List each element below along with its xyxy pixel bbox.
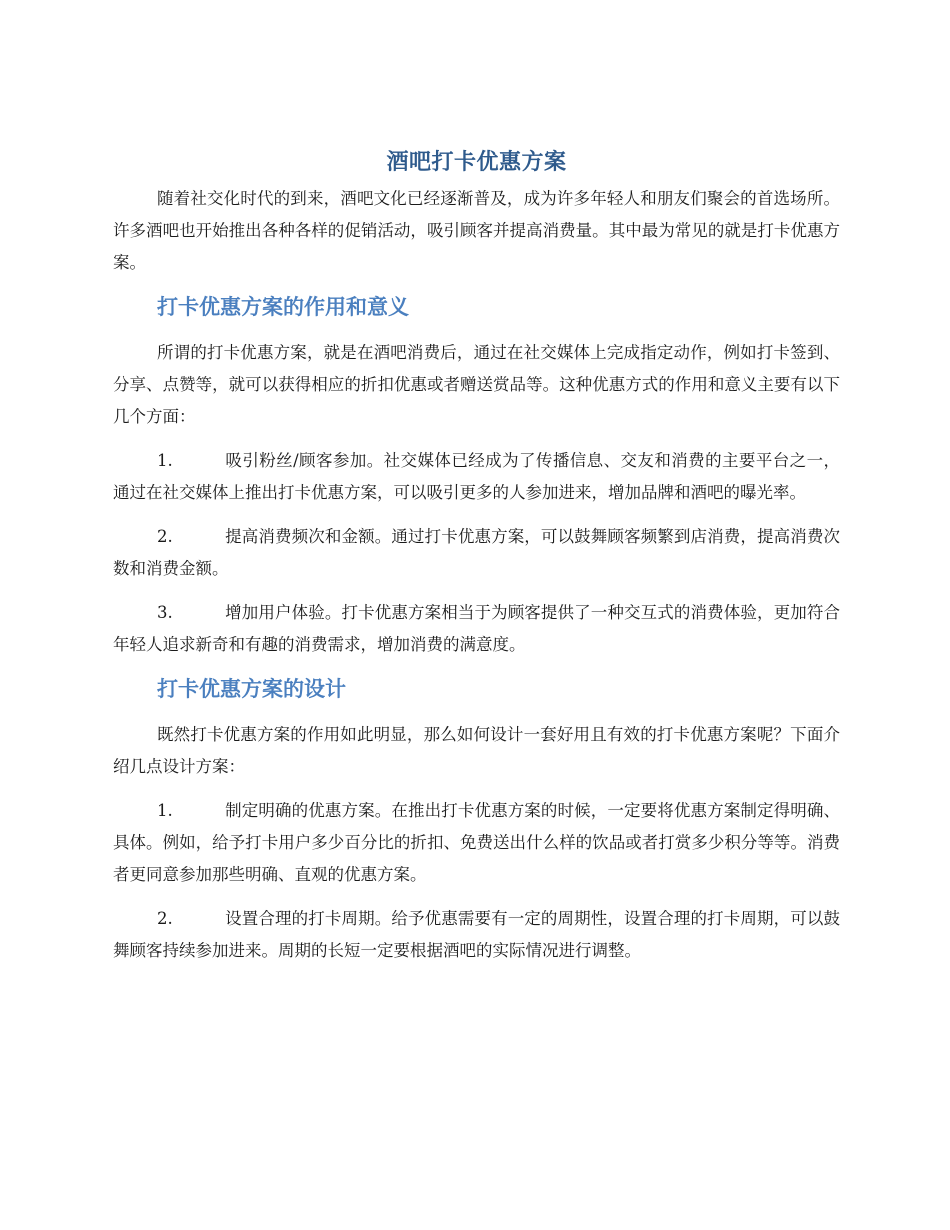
list-item-text: 制定明确的优惠方案。在推出打卡优惠方案的时候，一定要将优惠方案制定得明确、具体。例如，给予打卡用户多少百分比的折扣、免费送出什么样的饮品或者打赏多少积分等等。消费者更同意参加那些明确、直观的优惠方案。 xyxy=(113,801,840,884)
section-heading-purpose: 打卡优惠方案的作用和意义 xyxy=(157,295,409,319)
list-item-number: 2. xyxy=(157,909,173,928)
list-item-text: 提高消费频次和金额。通过打卡优惠方案，可以鼓舞顾客频繁到店消费，提高消费次数和消费金额。 xyxy=(113,527,840,578)
document-body xyxy=(113,143,840,967)
list-item-number: 2. xyxy=(157,527,173,546)
list-item xyxy=(113,445,840,509)
section-paragraph-purpose: 所谓的打卡优惠方案，就是在酒吧消费后，通过在社交媒体上完成指定动作，例如打卡签到、分享、点赞等，就可以获得相应的折扣优惠或者赠送赏品等。这种优惠方式的作用和意义主要有以下几个方面： xyxy=(113,343,840,426)
list-item xyxy=(113,597,840,661)
list-item-text: 吸引粉丝/顾客参加。社交媒体已经成为了传播信息、交友和消费的主要平台之一，通过在社交媒体上推出打卡优惠方案，可以吸引更多的人参加进来，增加品牌和酒吧的曝光率。 xyxy=(113,451,840,502)
list-item xyxy=(113,795,840,891)
list-item-number: 1. xyxy=(157,451,173,470)
list-item xyxy=(113,521,840,585)
intro-paragraph: 随着社交化时代的到来，酒吧文化已经逐渐普及，成为许多年轻人和朋友们聚会的首选场所。许多酒吧也开始推出各种各样的促销活动，吸引顾客并提高消费量。其中最为常见的就是打卡优惠方案。 xyxy=(113,189,840,272)
list-item-text: 设置合理的打卡周期。给予优惠需要有一定的周期性，设置合理的打卡周期，可以鼓舞顾客持续参加进来。周期的长短一定要根据酒吧的实际情况进行调整。 xyxy=(113,909,840,960)
section-paragraph-design: 既然打卡优惠方案的作用如此明显，那么如何设计一套好用且有效的打卡优惠方案呢？下面介绍几点设计方案： xyxy=(113,725,840,776)
list-item-text: 增加用户体验。打卡优惠方案相当于为顾客提供了一种交互式的消费体验，更加符合年轻人追求新奇和有趣的消费需求，增加消费的满意度。 xyxy=(113,603,840,654)
list-item-number: 3. xyxy=(157,603,173,622)
list-item xyxy=(113,903,840,967)
document-title: 酒吧打卡优惠方案 xyxy=(386,150,567,175)
section-heading-design: 打卡优惠方案的设计 xyxy=(157,677,346,701)
list-item-number: 1. xyxy=(157,801,173,820)
